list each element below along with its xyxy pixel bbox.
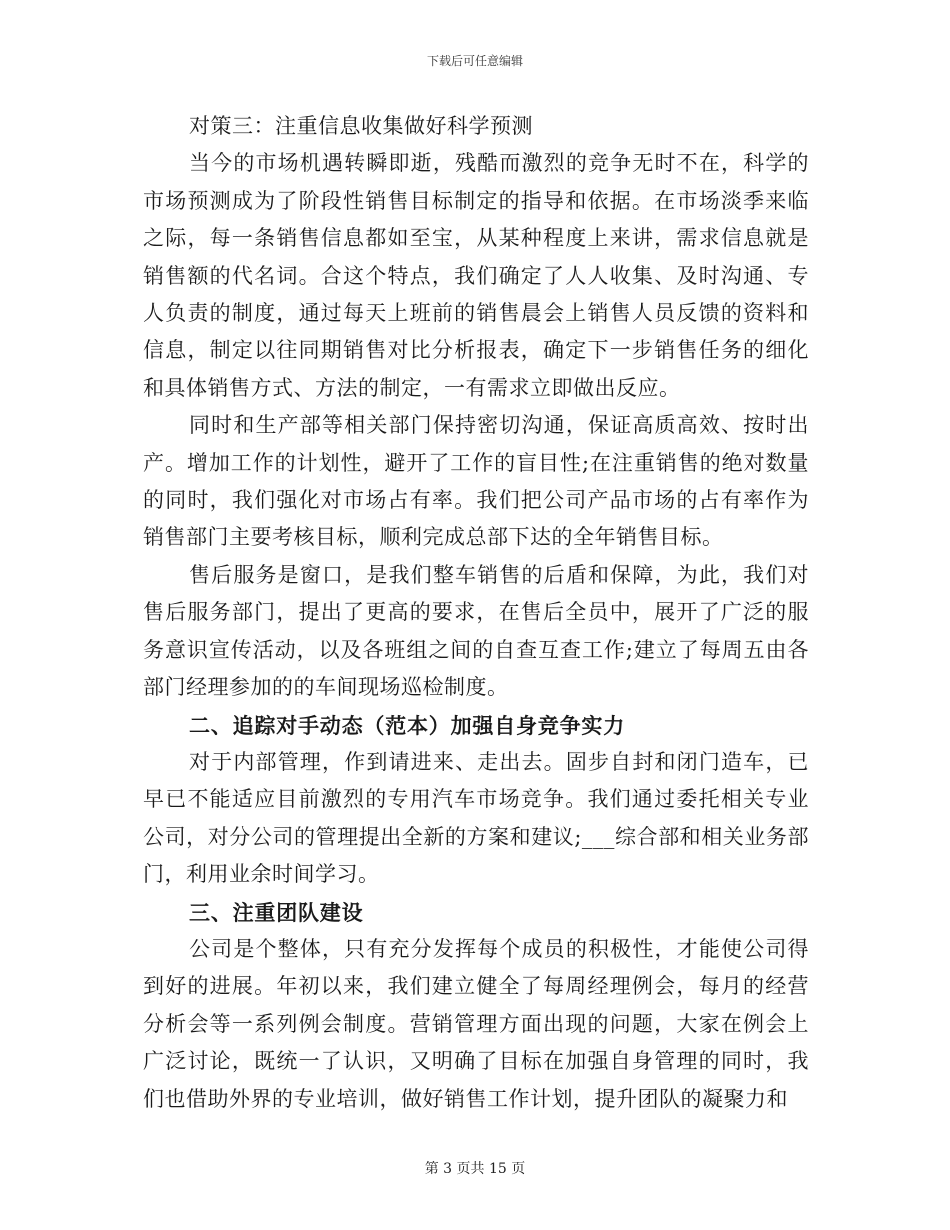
section-heading-competition: 二、追踪对手动态（范本）加强自身竞争实力 xyxy=(189,712,625,738)
paragraph-production-coordination: 同时和生产部等相关部门保持密切沟通，保证高质高效、按时出产。增加工作的计划性，避开了工作的盲目性;在注重销售的绝对数量的同时，我们强化对市场占有率。我们把公司产品市场的占有率作为销售部门主要考核目标，顺利完成总部下达的全年销售目标。 xyxy=(143,413,809,550)
page-number: 第 3 页共 15 页 xyxy=(424,1161,526,1177)
section-heading-team-building: 三、注重团队建设 xyxy=(189,899,364,925)
paragraph-internal-management: 对于内部管理，作到请进来、走出去。固步自封和闭门造车，已早已不能适应目前激烈的专用汽车市场竞争。我们通过委托相关专业公司，对分公司的管理提出全新的方案和建议;___综合部和相关业务部门，利用业余时间学习。 xyxy=(143,749,809,887)
page-header-note: 下载后可任意编辑 xyxy=(426,54,523,68)
paragraph-market-forecast: 当今的市场机遇转瞬即逝，残酷而激烈的竞争无时不在，科学的市场预测成为了阶段性销售目标制定的指导和依据。在市场淡季来临之际，每一条销售信息都如至宝，从某种程度上来讲，需求信息就是销售额的代名词。合这个特点，我们确定了人人收集、及时沟通、专人负责的制度，通过每天上班前的销售晨会上销售人员反馈的资料和信息，制定以往同期销售对比分析报表，确定下一步销售任务的细化和具体销售方式、方法的制定，一有需求立即做出反应。 xyxy=(143,151,809,400)
document-body xyxy=(143,108,809,1118)
paragraph-team-building: 公司是个整体，只有充分发挥每个成员的积极性，才能使公司得到好的进展。年初以来，我们建立健全了每周经理例会，每月的经营分析会等一系列例会制度。营销管理方面出现的问题，大家在例会上广泛讨论，既统一了认识，又明确了目标在加强自身管理的同时，我们也借助外界的专业培训，做好销售工作计划，提升团队的凝聚力和 xyxy=(143,936,809,1111)
paragraph-after-sales-service: 售后服务是窗口，是我们整车销售的后盾和保障，为此，我们对售后服务部门，提出了更高的要求，在售后全员中，展开了广泛的服务意识宣传活动，以及各班组之间的自查互查工作;建立了每周五由各部门经理参加的的车间现场巡检制度。 xyxy=(143,562,809,700)
paragraph-strategy-three: 对策三：注重信息收集做好科学预测 xyxy=(189,114,533,138)
